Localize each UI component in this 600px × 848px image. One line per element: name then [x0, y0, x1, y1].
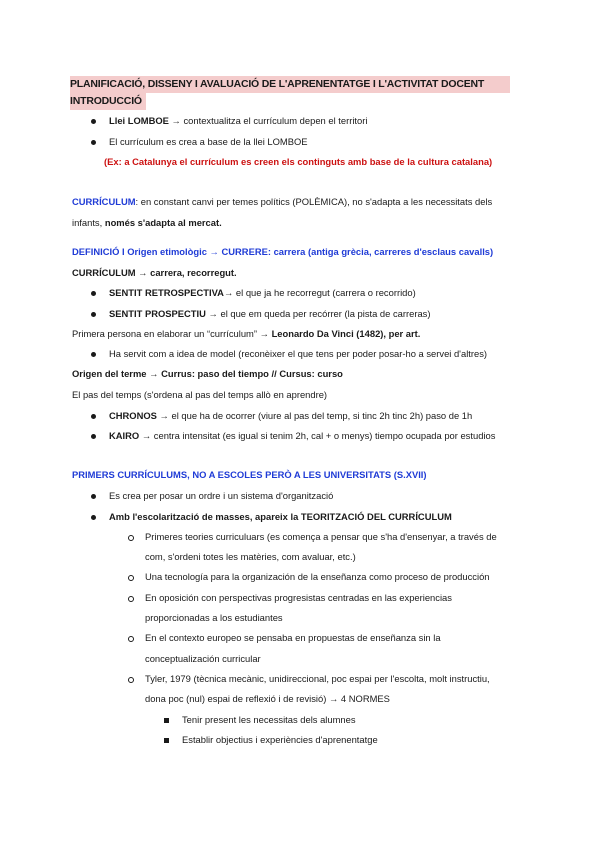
bullet-dot-icon — [91, 140, 96, 145]
bullet-dot-icon — [91, 515, 96, 520]
section-heading-introduccio: INTRODUCCIÓ — [70, 93, 146, 110]
pas-del-temps: El pas del temps (s'ordena al pas del temps allò en aprendre) — [72, 389, 328, 400]
sub-list-item: En oposición con perspectivas progresistas centradas en las experiencias — [145, 592, 452, 603]
sub-list-item-cont: com, s'ordeni totes les matèries, com avaluar, etc.) — [145, 551, 356, 562]
list-item: SENTIT PROSPECTIU → el que em queda per recórrer (la pista de carreras) — [109, 308, 431, 319]
list-item: KAIRO → centra intensitat (es igual si tenim 2h, cal + o menys) tiempo ocupada por estudios — [109, 430, 496, 441]
sub-list-item: Tyler, 1979 (tècnica mecànic, unidireccional, poc espai per l'escolta, molt instructiu, — [145, 673, 490, 684]
origen-terme: Origen del terme → Currus: paso del tiempo // Cursus: curso — [72, 368, 343, 379]
definicio-heading: DEFINICIÓ I Origen etimològic → CURRERE: carrera (antiga grècia, carreres d'esclaus cavalls) — [72, 246, 494, 257]
sub-list-item: Una tecnología para la organización de la enseñanza como proceso de producción — [145, 571, 490, 582]
bullet-circle-icon — [128, 636, 134, 642]
document-title: PLANIFICACIÓ, DISSENY I AVALUACIÓ DE L'APRENENTATGE I L'ACTIVITAT DOCENT — [70, 76, 510, 93]
definicio-subheading: CURRÍCULUM → carrera, recorregut. — [72, 267, 237, 278]
bullet-dot-icon — [91, 352, 96, 357]
bullet-dot-icon — [91, 119, 96, 124]
list-item: CHRONOS → el que ha de ocorrer (viure al pas del temp, si tinc 2h tinc 2h) paso de 1h — [109, 410, 473, 421]
bullet-dot-icon — [91, 434, 96, 439]
sub-sub-list-item: Establir objectius i experiències d'aprenentatge — [182, 734, 378, 745]
bullet-dot-icon — [91, 312, 96, 317]
bullet-circle-icon — [128, 575, 134, 581]
bullet-dot-icon — [91, 494, 96, 499]
bullet-circle-icon — [128, 596, 134, 602]
list-item: El currículum es crea a base de la llei LOMBOE — [109, 136, 308, 147]
list-item: Ha servit com a idea de model (reconèixer el que tens per poder posar-ho a servei d'altres) — [109, 348, 488, 359]
bullet-circle-icon — [128, 677, 134, 683]
primers-heading: PRIMERS CURRÍCULUMS, NO A ESCOLES PERÒ A LES UNIVERSITATS (S.XVII) — [72, 469, 427, 480]
curriculum-paragraph: CURRÍCULUM: en constant canvi per temes polítics (POLÈMICA), no s'adapta a les necessitats dels — [72, 196, 493, 207]
primera-persona: Primera persona en elaborar un “currículum” → Leonardo Da Vinci (1482), per art. — [72, 328, 421, 339]
bullet-dot-icon — [91, 414, 96, 419]
list-item: Llei LOMBOE → contextualitza el currículum depen el territori — [109, 115, 368, 126]
sub-list-item: En el contexto europeo se pensaba en propuestas de enseñanza sin la — [145, 632, 441, 643]
bullet-square-icon — [164, 718, 169, 723]
sub-list-item-cont: conceptualización curricular — [145, 653, 261, 664]
sub-sub-list-item: Tenir present les necessitas dels alumnes — [182, 714, 356, 725]
sub-list-item-cont: proporcionadas a los estudiantes — [145, 612, 283, 623]
bullet-dot-icon — [91, 291, 96, 296]
sub-list-item: Primeres teories curriculuars (es comença a pensar que s'ha d'ensenyar, a través de — [145, 531, 497, 542]
bullet-square-icon — [164, 738, 169, 743]
list-item: Amb l'escolarització de masses, apareix la TEORITZACIÓ DEL CURRÍCULUM — [109, 511, 452, 522]
curriculum-paragraph-cont: infants, només s'adapta al mercat. — [72, 217, 222, 228]
list-item: SENTIT RETROSPECTIVA→ el que ja he recorregut (carrera o recorrido) — [109, 287, 416, 298]
sub-list-item-cont: dona poc (nul) espai de reflexió i de revisió) → 4 NORMES — [145, 693, 390, 704]
list-item: Es crea per posar un ordre i un sistema d'organització — [109, 490, 334, 501]
bullet-circle-icon — [128, 535, 134, 541]
example-note: (Ex: a Catalunya el currículum es creen els continguts amb base de la cultura catalana) — [104, 156, 493, 167]
